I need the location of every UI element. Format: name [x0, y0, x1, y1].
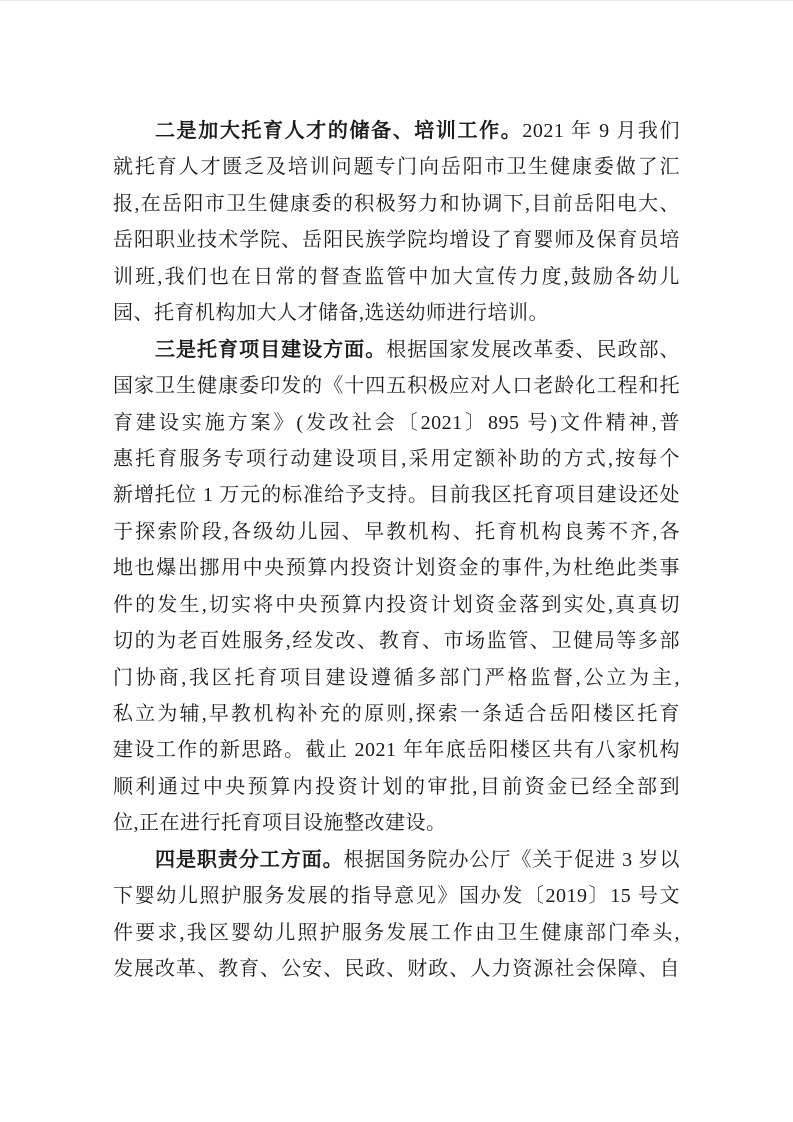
text-line: 就托育人才匮乏及培训问题专门向岳阳市卫生健康委做了汇: [113, 156, 680, 179]
text-line: [113, 332, 680, 368]
paragraph-lead-bold: 三是托育项目建设方面。: [155, 338, 387, 361]
text-line: 私立为辅,早教机构补充的原则,探索一条适合岳阳楼区托育: [113, 703, 680, 725]
text-line: 于探索阶段,各级幼儿园、早教机构、托育机构良莠不齐,各: [113, 520, 680, 543]
paragraph-project-construction: [113, 332, 680, 842]
text-line: 下婴幼儿照护服务发展的指导意见》国办发〔2019〕15 号文: [113, 885, 680, 908]
document-text-block: [113, 113, 680, 988]
text-line: 地也爆出挪用中央预算内投资计划资金的事件,为杜绝此类事: [113, 557, 680, 580]
text-line: [113, 113, 680, 149]
text-line: 新增托位 1 万元的标准给予支持。目前我区托育项目建设还处: [113, 484, 680, 507]
text-line: 国家卫生健康委印发的《十四五积极应对人口老龄化工程和托: [113, 375, 680, 398]
text-line: 惠托育服务专项行动建设项目,采用定额补助的方式,按每个: [113, 447, 680, 470]
text-line: 切的为老百姓服务,经发改、教育、市场监管、卫健局等多部: [113, 630, 680, 653]
text-line: 岳阳职业技术学院、岳阳民族学院均增设了育婴师及保育员培: [113, 229, 680, 252]
paragraph-lead-text: 根据国务院办公厅《关于促进 3 岁以: [343, 848, 680, 871]
paragraph-talent-training: [113, 113, 680, 332]
text-line: 件要求,我区婴幼儿照护服务发展工作由卫生健康部门牵头,: [113, 921, 680, 944]
text-line: 报,在岳阳市卫生健康委的积极努力和协调下,目前岳阳电大、: [113, 192, 680, 215]
text-line: 位,正在进行托育项目设施整改建设。: [113, 812, 447, 835]
text-line: 园、托育机构加大人才储备,选送幼师进行培训。: [113, 302, 549, 325]
text-line: 育建设实施方案》(发改社会〔2021〕895 号)文件精神,普: [113, 411, 680, 434]
text-line: 发展改革、教育、公安、民政、财政、人力资源社会保障、自: [113, 958, 680, 981]
paragraph-responsibility-division: [113, 842, 680, 988]
text-line: 建设工作的新思路。截止 2021 年年底岳阳楼区共有八家机构: [113, 739, 680, 762]
text-line: 门协商,我区托育项目建设遵循多部门严格监督,公立为主,: [113, 666, 680, 689]
paragraph-lead-bold: 二是加大托育人才的储备、培训工作。: [155, 120, 523, 142]
text-line: 训班,我们也在日常的督查监管中加大宣传力度,鼓励各幼儿: [113, 265, 680, 288]
paragraph-lead-text: 根据国家发展改革委、民政部、: [386, 338, 680, 361]
text-line: [113, 842, 680, 878]
text-line: 顺利通过中央预算内投资计划的审批,目前资金已经全部到: [113, 775, 680, 798]
paragraph-lead-text: 2021 年 9 月我们: [522, 120, 680, 142]
text-line: 件的发生,切实将中央预算内投资计划资金落到实处,真真切: [113, 593, 680, 616]
paragraph-lead-bold: 四是职责分工方面。: [155, 848, 344, 871]
